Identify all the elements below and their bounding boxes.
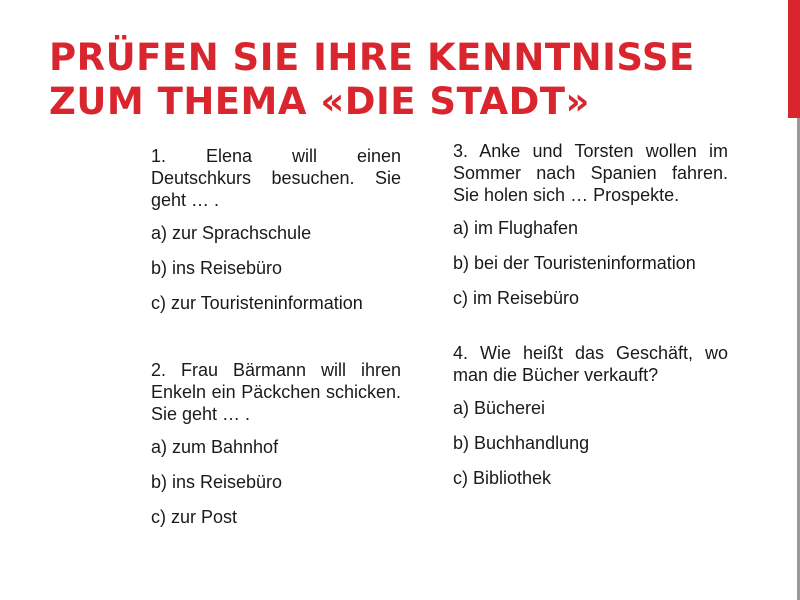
question-block	[151, 145, 401, 314]
answer-option: c) im Reisebüro	[453, 288, 580, 308]
answer-option: a) Bücherei	[453, 398, 546, 418]
answer-option: c) zur Touristeninformation	[151, 293, 363, 313]
question-text: 2. Frau Bärmann will ihren Enkeln ein Päckchen schicken. Sie geht … .	[151, 360, 401, 424]
question-block	[151, 359, 401, 528]
answer-option: b) ins Reisebüro	[151, 258, 283, 278]
question-text: 4. Wie heißt das Geschäft, wo man die Bücher verkauft?	[453, 343, 728, 385]
question-block	[453, 342, 728, 489]
answer-option: b) Buchhandlung	[453, 433, 590, 453]
question-text: 1. Elena will einen Deutschkurs besuchen. Sie geht … .	[151, 146, 401, 210]
answer-option: b) ins Reisebüro	[151, 472, 283, 492]
answer-option: c) zur Post	[151, 507, 238, 527]
answer-option: a) im Flughafen	[453, 218, 579, 238]
question-block	[453, 140, 728, 309]
accent-bar	[788, 0, 800, 118]
answer-option: a) zur Sprachschule	[151, 223, 312, 243]
question-text: 3. Anke und Torsten wollen im Sommer nach Spanien fahren. Sie holen sich … Prospekte.	[453, 141, 728, 205]
left-column	[151, 145, 401, 541]
slide-title: PRÜFEN SIE IHRE KENNTNISSE ZUM THEMA «DIE STADT»	[49, 36, 695, 123]
answer-option: c) Bibliothek	[453, 468, 552, 488]
spacer	[151, 327, 401, 359]
answer-option: b) bei der Touristeninformation	[453, 253, 696, 273]
right-column	[453, 140, 728, 502]
answer-option: a) zum Bahnhof	[151, 437, 279, 457]
spacer	[453, 322, 728, 342]
